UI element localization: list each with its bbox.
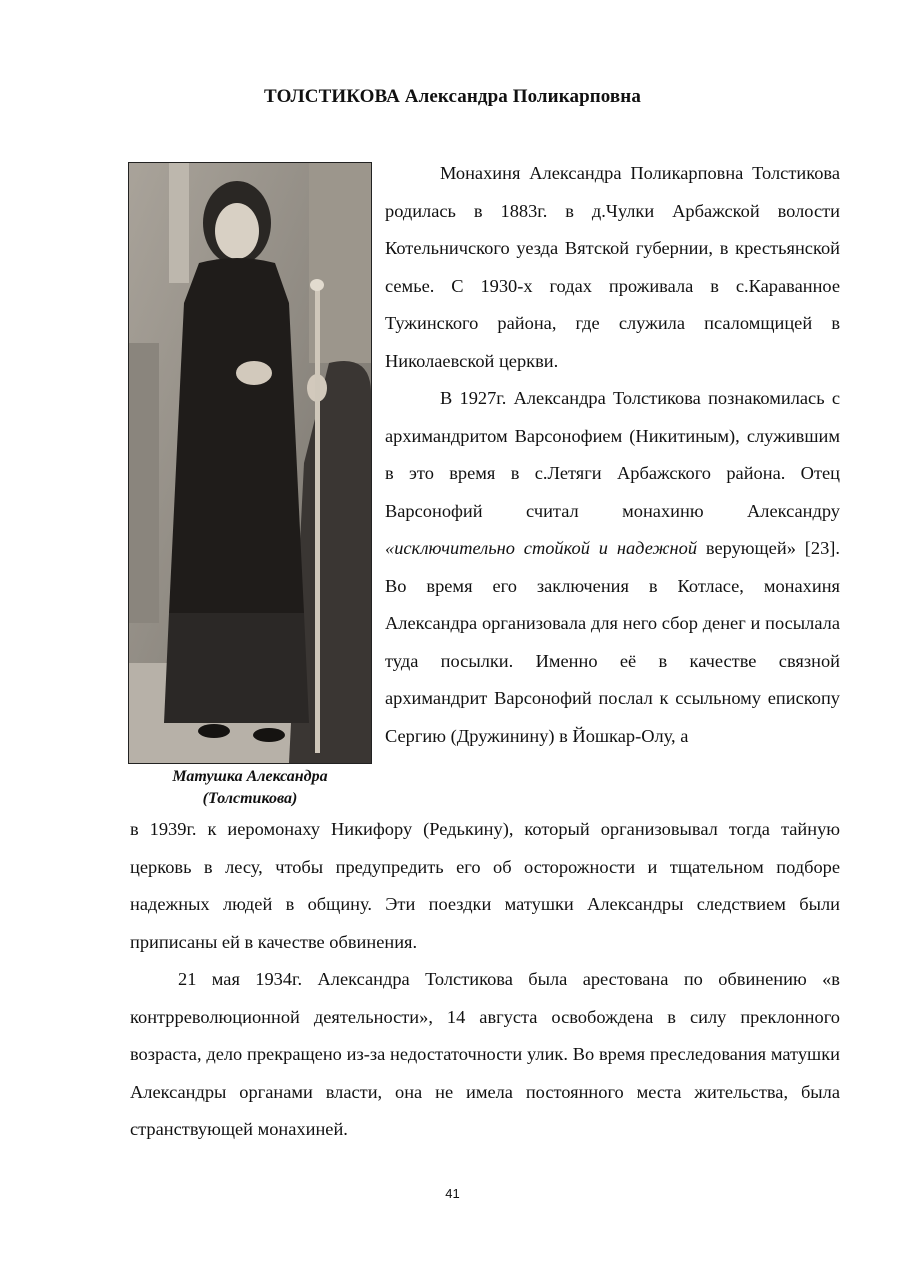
paragraph-2-start [385, 380, 840, 755]
caption-line-1: Матушка Александра [172, 768, 328, 785]
paragraph-2-text-a: В 1927г. Александра Толстикова познакомилась с архимандритом Варсонофием (Никитиным), служившим в это время в с.Летяги Арбажского района. Отец Варсонофий считал монахиню Александру [385, 388, 840, 521]
text-full-width [130, 811, 840, 1149]
paragraph-3: 21 мая 1934г. Александра Толстикова была арестована по обвинению «в контрреволюционной деятельности», 14 августа освобождена в силу преклонного возраста, дело прекращено из-за недостаточности улик. Во время преследования матушки Александры органами власти, она не имела постоянного места жительства, была странствующей монахиней. [130, 969, 840, 1139]
paragraph-2-quote: «исключительно стойкой и надежной [385, 538, 698, 558]
page-title: ТОЛСТИКОВА Александра Поликарповна [264, 86, 641, 107]
archival-portrait-photo-icon [128, 162, 372, 764]
caption-line-2: (Толстикова) [202, 790, 298, 807]
photo-caption [128, 766, 372, 810]
photo-figure [128, 162, 372, 810]
paragraph-2-text-c: верующей» [23]. Во время его заключения в Котласе, монахиня Александра организовала для него сбор денег и посылала туда посылки. Именно её в качестве связной архимандрит Варсонофий послал к ссыльному епископу Сергию (Дружинину) в Йошкар-Олу, а [385, 538, 840, 746]
paragraph-2-continued: в 1939г. к иеромонаху Никифору (Редькину), который организовывал тогда тайную церковь в лесу, чтобы предупредить его об осторожности и тщательном подборе надежных людей в общину. Эти поездки матушки Александры следствием были приписаны ей в качестве обвинения. [130, 819, 840, 952]
page-number: 41 [445, 1186, 460, 1201]
text-column [385, 155, 840, 755]
paragraph-1: Монахиня Александра Поликарповна Толстикова родилась в 1883г. в д.Чулки Арбажской волости Котельничского уезда Вятской губернии, в крестьянской семье. С 1930-х годах проживала в с.Караванное Тужинского района, где служила псаломщицей в Николаевской церкви. [385, 163, 840, 371]
